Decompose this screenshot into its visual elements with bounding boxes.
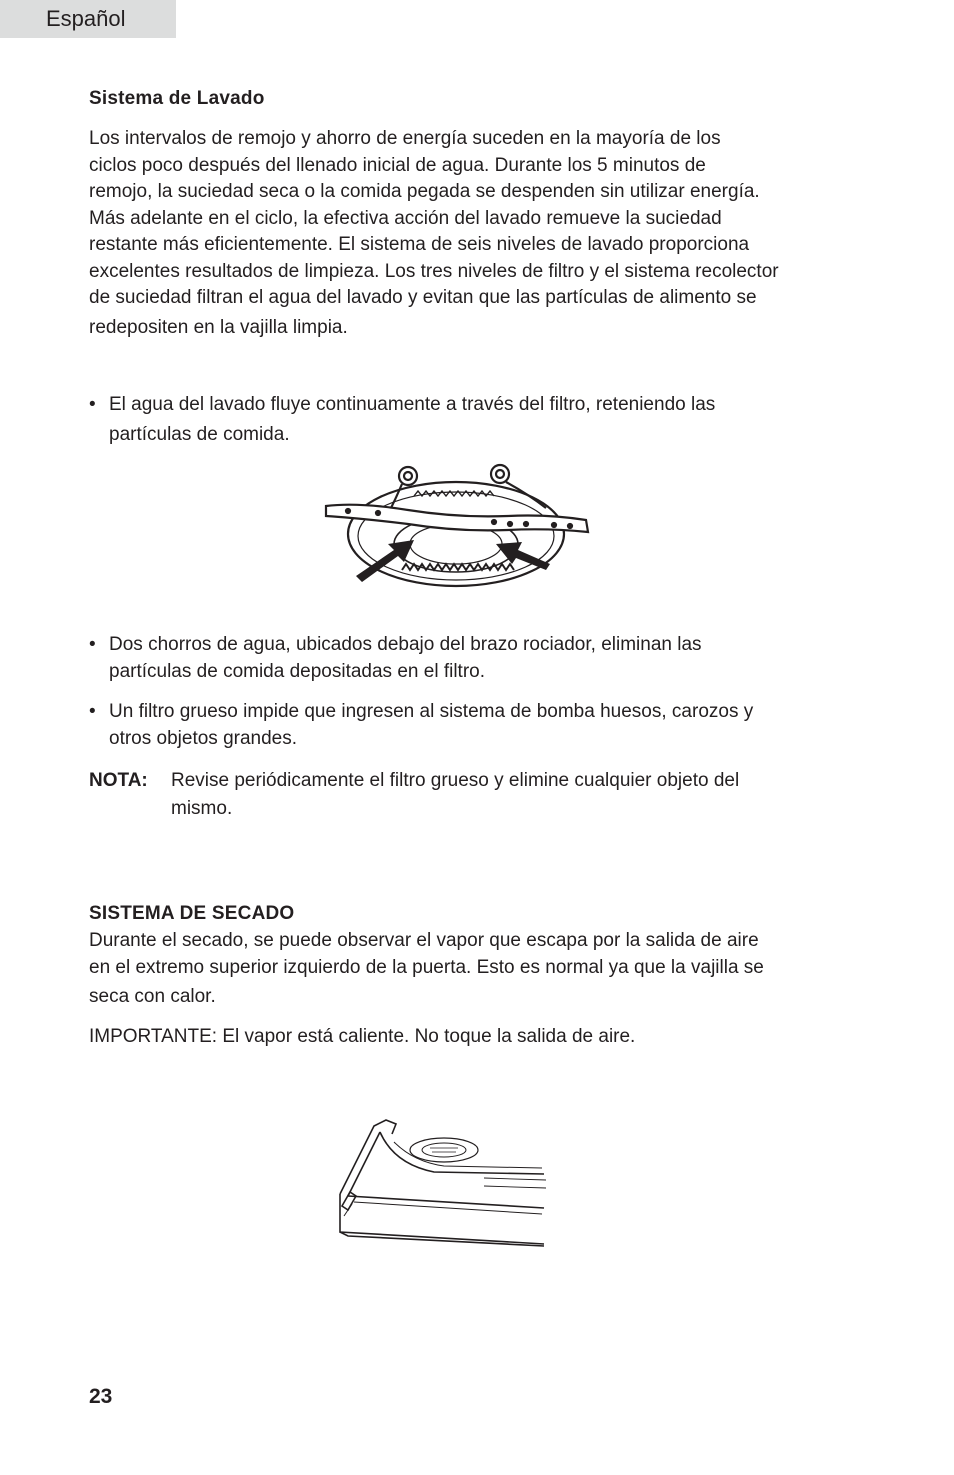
drying-title: SISTEMA DE SECADO: [89, 903, 295, 924]
bullet-item-coarse-filter: [89, 699, 869, 752]
bullet1-line-2: partículas de comida.: [109, 423, 290, 445]
note-label: NOTA:: [89, 770, 148, 791]
wash-line-3: remojo, la suciedad seca o la comida pegada se despenden sin utilizar energía.: [89, 181, 760, 202]
spray-arm-filter-drawing: [318, 458, 594, 590]
important-text: IMPORTANTE: El vapor está caliente. No toque la salida de aire.: [89, 1026, 636, 1047]
note-block: [89, 767, 869, 823]
wash-line-4: Más adelante en el ciclo, la efectiva acción del lavado remueve la suciedad: [89, 207, 722, 229]
drying-line-1: Durante el secado, se puede observar el vapor que escapa por la salida de aire: [89, 930, 759, 951]
wash-paragraph: [89, 126, 869, 341]
bullet-dot: •: [89, 634, 96, 655]
important-note: [89, 1024, 869, 1051]
note-line-2: mismo.: [171, 798, 233, 819]
wash-line-6: excelentes resultados de limpieza. Los tres niveles de filtro y el sistema recolector: [89, 260, 779, 282]
language-tab: Español: [0, 0, 176, 38]
page-number: 23: [89, 1385, 113, 1408]
drying-line-3: seca con calor.: [89, 986, 216, 1007]
wash-line-7: de suciedad filtran el agua del lavado y evitan que las partículas de alimento se: [89, 287, 757, 308]
drying-paragraph: [89, 928, 869, 1011]
note-line-1: Revise periódicamente el filtro grueso y elimine cualquier objeto del: [171, 770, 740, 791]
bullet3-line-1: Un filtro grueso impide que ingresen al sistema de bomba huesos, carozos y: [109, 701, 754, 722]
bullet-item-water-jets: [89, 632, 869, 685]
drying-section: [89, 903, 869, 925]
wash-section: [89, 88, 869, 110]
bullet-dot: •: [89, 701, 96, 722]
wash-line-2: ciclos poco después del llenado inicial de agua. Durante los 5 minutos de: [89, 154, 706, 176]
wash-line-1: Los intervalos de remojo y ahorro de energía suceden en la mayoría de los: [89, 128, 721, 149]
spray-arm-filter-illustration: [318, 458, 594, 590]
bullet2-line-2: partículas de comida depositadas en el filtro.: [109, 660, 485, 682]
wash-title: Sistema de Lavado: [89, 88, 265, 109]
bullet1-line-1: El agua del lavado fluye continuamente a través del filtro, reteniendo las: [109, 394, 716, 415]
door-vent-illustration: [334, 1112, 550, 1248]
drying-line-2: en el extremo superior izquierdo de la puerta. Esto es normal ya que la vajilla se: [89, 956, 764, 978]
wash-line-8: redepositen en la vajilla limpia.: [89, 316, 348, 338]
door-vent-drawing: [334, 1112, 550, 1248]
bullet-dot: •: [89, 394, 96, 415]
bullet3-line-2: otros objetos grandes.: [109, 727, 298, 749]
bullet2-line-1: Dos chorros de agua, ubicados debajo del brazo rociador, eliminan las: [109, 634, 702, 655]
wash-line-5: restante más eficientemente. El sistema de seis niveles de lavado proporciona: [89, 234, 750, 255]
bullet-item-filter-flow: [89, 392, 869, 448]
